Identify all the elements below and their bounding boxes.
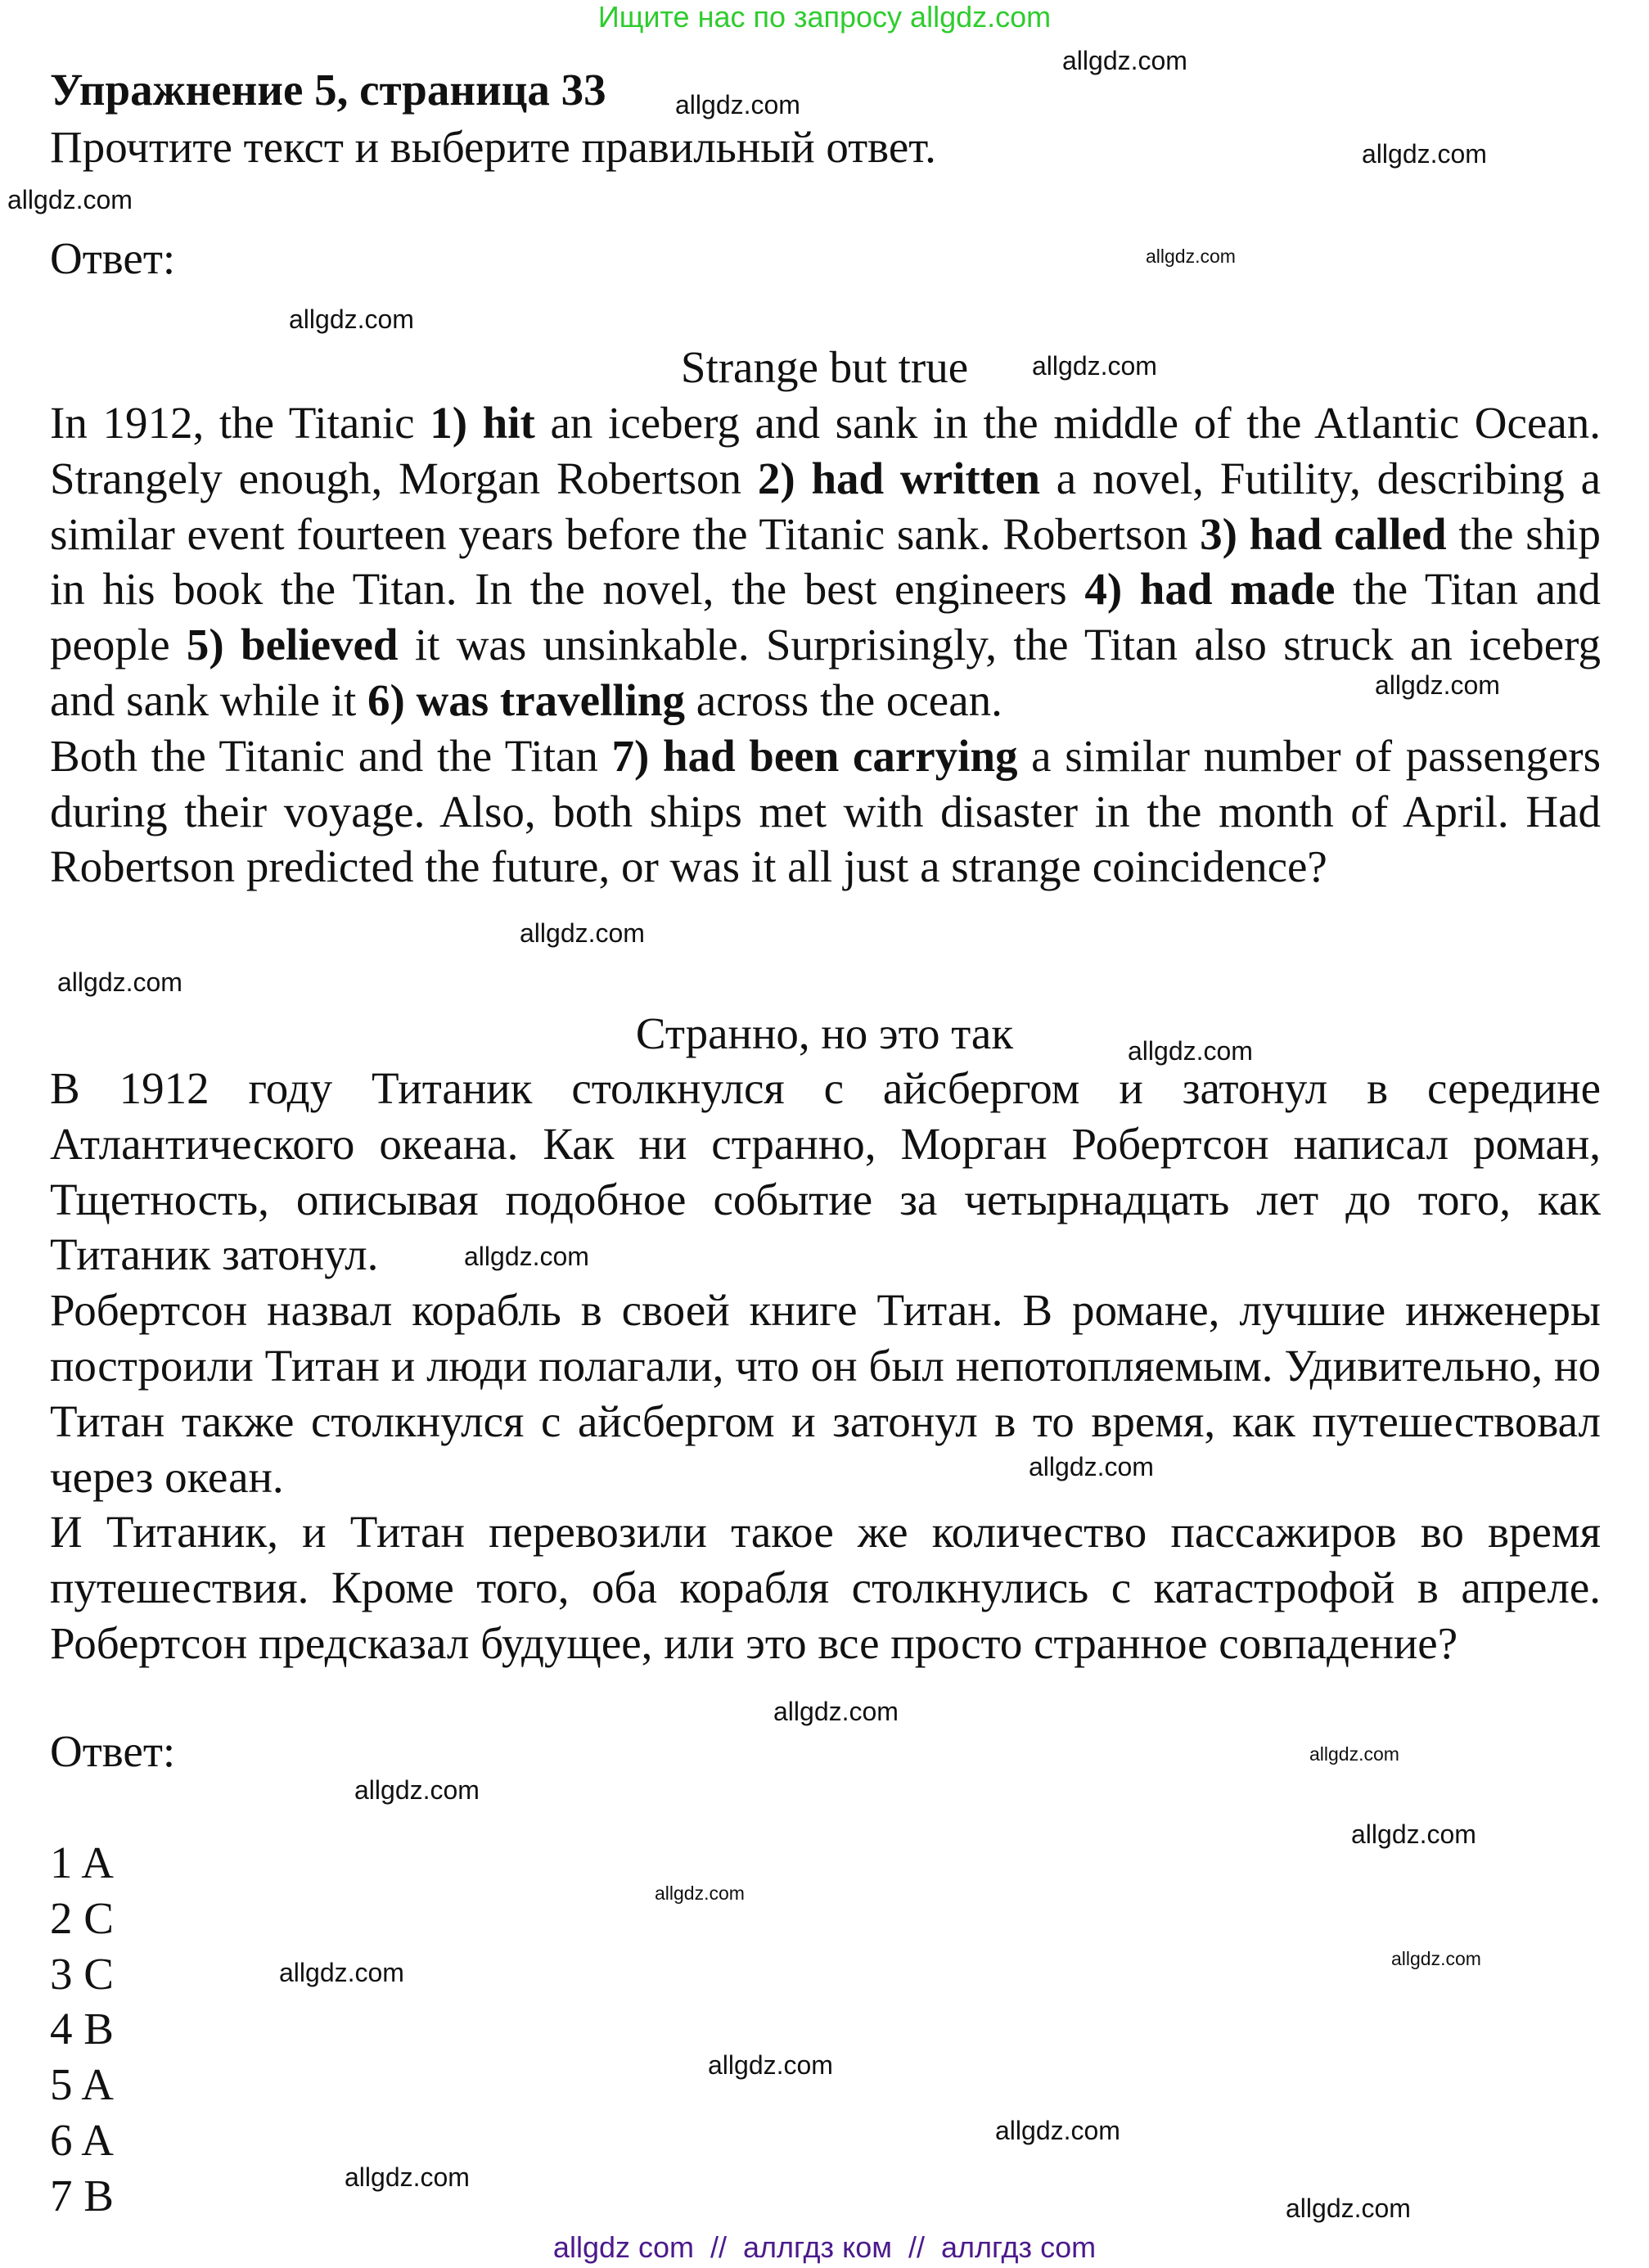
answer-item: 2 C <box>50 1892 114 1943</box>
watermark: allgdz.com <box>57 967 182 997</box>
watermark: allgdz.com <box>1128 1036 1253 1066</box>
watermark: allgdz.com <box>289 304 414 334</box>
text-segment: Both the Titanic and the Titan <box>50 730 612 781</box>
text-segment: an iceberg and sank in the middle of the Atlantic Ocean. Strangely enough, Morgan Robertson <box>50 398 1602 503</box>
page-title: Упражнение 5, страница 33 <box>50 65 606 115</box>
watermark: allgdz.com <box>1032 351 1157 381</box>
answer-label: Ответ: <box>50 233 176 283</box>
watermark: allgdz.com <box>345 2162 470 2192</box>
watermark: allgdz.com <box>1286 2194 1411 2223</box>
watermark: allgdz.com <box>354 1775 480 1805</box>
watermark: allgdz.com <box>1375 670 1500 700</box>
russian-paragraph-2: Робертсон назвал корабль в своей книге Титан. В романе, лучшие инженеры построили Титан и люди полагали, что он был непотопляемым. Удивительно, но Титан также столкнулся с айсбергом и затонул в то время, как путешествовал через океан. <box>50 1285 1601 1502</box>
answers-label: Ответ: <box>50 1726 176 1776</box>
russian-title: Странно, но это так <box>635 1008 1014 1058</box>
watermark: allgdz.com <box>773 1697 899 1726</box>
russian-text <box>50 1061 1601 1671</box>
answer-item: 7 B <box>50 2170 114 2221</box>
answer-verb: 5) believed <box>186 620 399 670</box>
text-segment: In 1912, the Titanic <box>50 398 430 448</box>
answer-verb: 7) had been carrying <box>611 730 1018 781</box>
text-segment: across the ocean. <box>685 674 1002 725</box>
text-segment: a novel, Futility, describing a similar event fourteen years before the Titanic sank. Robertson <box>50 453 1601 559</box>
answer-item: 4 B <box>50 2004 114 2054</box>
watermark: allgdz.com <box>1351 1819 1476 1849</box>
search-banner: Ищите нас по запросу allgdz.com <box>597 0 1052 34</box>
instruction: Прочтите текст и выберите правильный ответ. <box>50 122 936 172</box>
watermark: allgdz.com <box>708 2050 833 2080</box>
watermark: allgdz.com <box>1062 46 1187 75</box>
watermark: allgdz.com <box>279 1958 404 1987</box>
answer-item: 1 A <box>50 1837 114 1887</box>
answer-item: 3 C <box>50 1948 114 1999</box>
watermark: allgdz.com <box>1391 1948 1481 1969</box>
watermark: allgdz.com <box>655 1882 745 1904</box>
answer-item: 6 A <box>50 2114 114 2165</box>
text-segment: it was unsinkable. Surprisingly, the Titan also struck an iceberg and sank while it <box>50 620 1601 725</box>
watermark: allgdz.com <box>1309 1743 1399 1765</box>
watermark: allgdz.com <box>464 1242 589 1271</box>
text-segment: a similar number of passengers during their voyage. Also, both ships met with disaster in the month of April. Had Robertson predicted the future, or was it all just a strange coincidence? <box>50 730 1601 892</box>
watermark: allgdz.com <box>1146 246 1236 267</box>
answer-item: 5 A <box>50 2059 114 2110</box>
russian-paragraph-1: В 1912 году Титаник столкнулся с айсбергом и затонул в середине Атлантического океана. Как ни странно, Морган Робертсон написал роман, Тщетность, описывая подобное событие за четырнадцать лет до того, как Титаник затонул. <box>50 1063 1601 1280</box>
watermark: allgdz.com <box>1362 139 1487 169</box>
answer-verb: 3) had called <box>1200 508 1447 559</box>
footer-links: allgdz com // аллгдз ком // аллгдз com <box>552 2230 1097 2264</box>
answer-verb: 1) hit <box>430 398 535 448</box>
watermark: allgdz.com <box>7 185 133 214</box>
watermark: allgdz.com <box>520 918 645 948</box>
russian-paragraph-3: И Титаник, и Титан перевозили такое же количество пассажиров во время путешествия. Кроме того, оба корабля столкнулись с катастрофой в апреле. Робертсон предсказал будущее, или это все просто странное совпадение? <box>50 1507 1601 1668</box>
english-text <box>50 395 1601 895</box>
text-segment: the ship in his book the Titan. In the novel, the best engineers <box>50 508 1601 615</box>
watermark: allgdz.com <box>675 90 800 119</box>
english-paragraph-1 <box>50 395 1601 728</box>
answer-verb: 6) was travelling <box>367 674 685 725</box>
english-paragraph-2 <box>50 728 1601 895</box>
text-segment: the Titan and people <box>50 564 1601 670</box>
answers-list <box>50 1835 114 2224</box>
watermark: allgdz.com <box>995 2116 1120 2145</box>
watermark: allgdz.com <box>1029 1452 1154 1481</box>
english-title: Strange but true <box>680 342 969 392</box>
answer-verb: 2) had written <box>757 453 1040 503</box>
answer-verb: 4) had made <box>1084 564 1336 615</box>
